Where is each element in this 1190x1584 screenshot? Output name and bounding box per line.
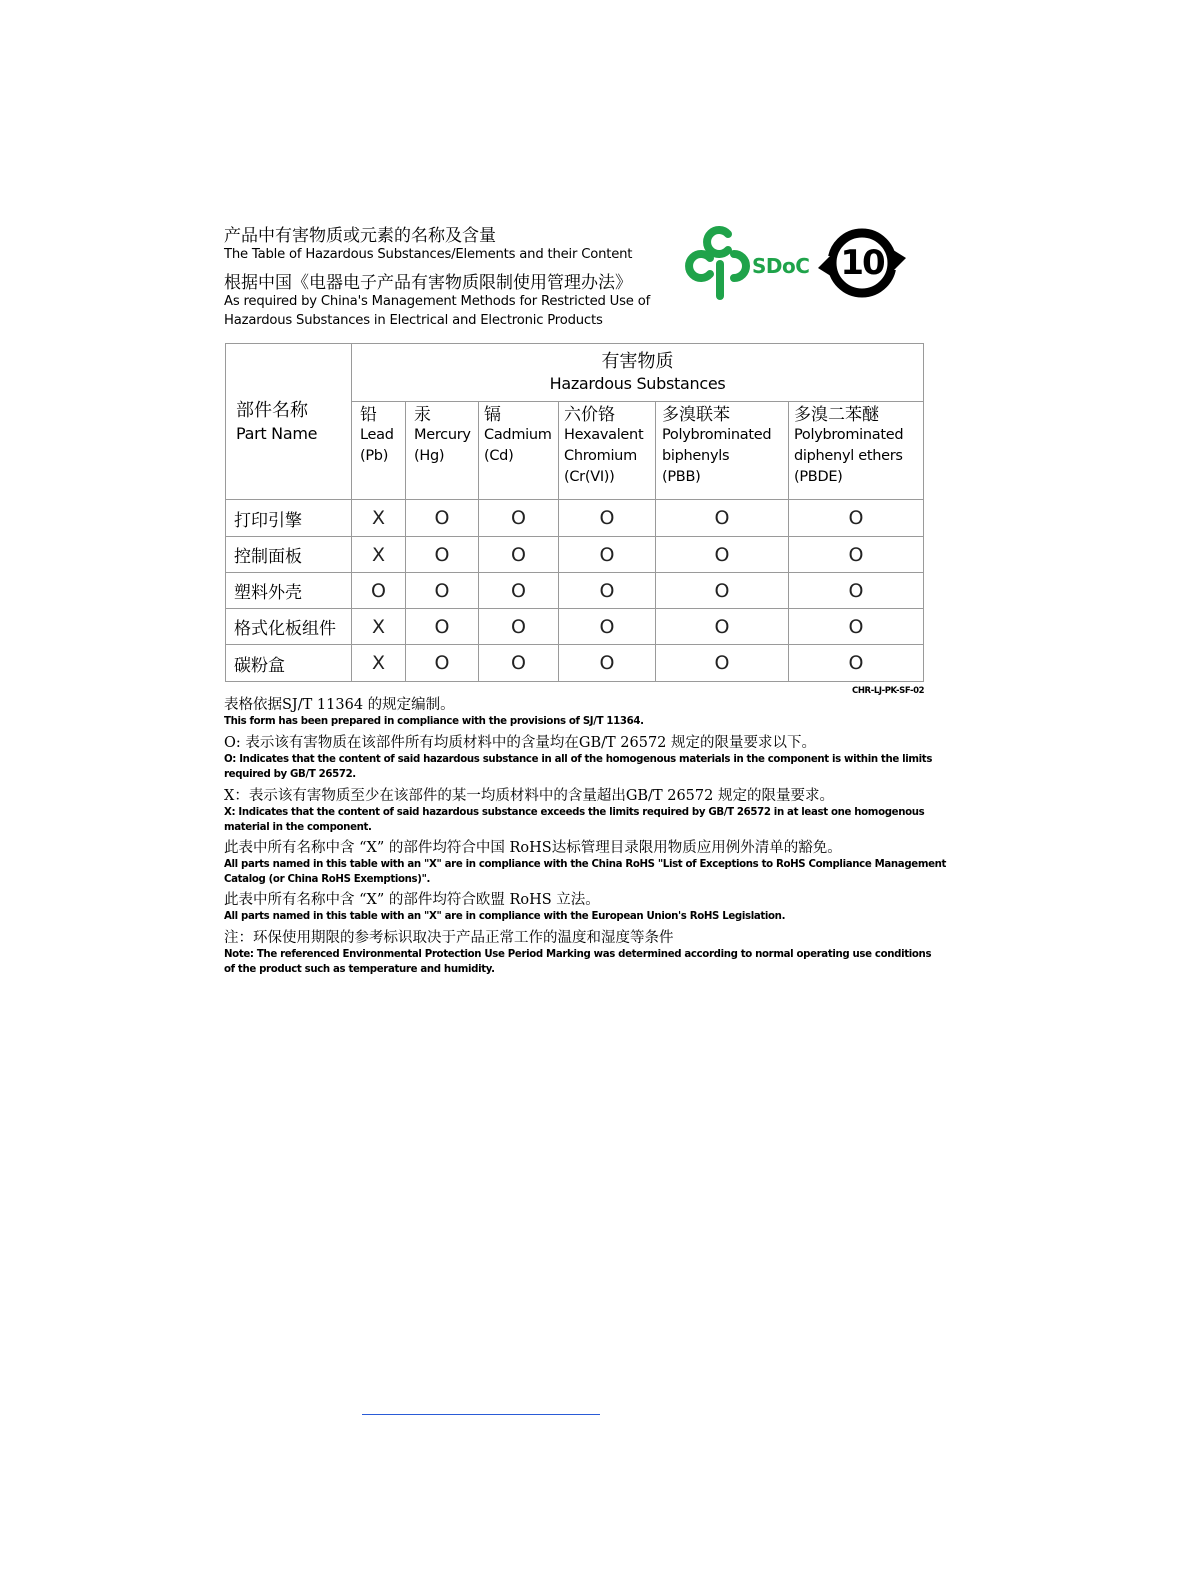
- part-name: 控制面板: [226, 537, 352, 573]
- substance-mark: O: [479, 537, 559, 573]
- title-cn: 产品中有害物质或元素的名称及含量: [224, 226, 496, 246]
- table-row: [226, 500, 924, 537]
- column-header-pbb: [656, 402, 789, 500]
- substance-mark: O: [406, 500, 479, 537]
- column-en: Cadmium: [484, 427, 552, 443]
- note-en: Catalog (or China RoHS Exemptions)".: [224, 874, 431, 885]
- column-header-lead: [352, 402, 406, 500]
- column-en: Chromium: [564, 448, 637, 464]
- note-cn: 此表中所有名称中含 “X” 的部件均符合欧盟 RoHS 立法。: [224, 892, 600, 908]
- substance-mark: X: [352, 500, 406, 537]
- note-en: This form has been prepared in compliance with the provisions of SJ/T 11364.: [224, 716, 644, 727]
- substance-mark: O: [406, 573, 479, 609]
- epup-logo: [816, 222, 908, 304]
- substance-mark: O: [479, 645, 559, 682]
- substance-mark: O: [656, 573, 789, 609]
- table-row: [226, 537, 924, 573]
- note-en: required by GB/T 26572.: [224, 769, 356, 780]
- substance-mark: X: [352, 645, 406, 682]
- column-en: (Pb): [360, 448, 389, 464]
- note-cn: 表格依据SJ/T 11364 的规定编制。: [224, 697, 455, 713]
- epup-number: 10: [840, 243, 884, 283]
- note-cn: 注：环保使用期限的参考标识取决于产品正常工作的温度和湿度等条件: [224, 930, 674, 946]
- title-en: The Table of Hazardous Substances/Elements and their Content: [224, 247, 633, 262]
- column-cn: 镉: [484, 405, 501, 425]
- column-en: biphenyls: [662, 448, 730, 464]
- requirement-cn: 根据中国《电器电子产品有害物质限制使用管理办法》: [224, 273, 632, 293]
- column-en: (Hg): [414, 448, 445, 464]
- sdoc-label: SDoC: [752, 254, 810, 278]
- green-clover-icon: [684, 224, 754, 304]
- substance-mark: O: [479, 573, 559, 609]
- column-en: Mercury: [414, 427, 471, 443]
- requirement-en-line2: Hazardous Substances in Electrical and Electronic Products: [224, 313, 603, 328]
- column-en: Lead: [360, 427, 394, 443]
- substance-mark: O: [656, 645, 789, 682]
- link-underline[interactable]: [362, 1414, 600, 1415]
- substance-mark: O: [559, 609, 656, 645]
- note-en: All parts named in this table with an "X" are in compliance with the China RoHS "List of Exceptions to RoHS Compliance Management: [224, 859, 947, 870]
- group-header-cn: 有害物质: [601, 351, 674, 372]
- substance-mark: O: [352, 573, 406, 609]
- column-cn: 多溴联苯: [662, 405, 730, 425]
- substance-mark: O: [406, 537, 479, 573]
- substance-mark: O: [479, 609, 559, 645]
- note-en: X: Indicates that the content of said hazardous substance exceeds the limits required by GB/T 26572 in at least one homogenous: [224, 807, 925, 818]
- column-en: diphenyl ethers: [794, 448, 903, 464]
- column-cn: 铅: [360, 405, 377, 425]
- table-row: [226, 573, 924, 609]
- note-en: All parts named in this table with an "X" are in compliance with the European Union's RoHS Legislation.: [224, 911, 786, 922]
- column-header-cadmium: [479, 402, 559, 500]
- note-cn: X：表示该有害物质至少在该部件的某一均质材料中的含量超出GB/T 26572 规定的限量要求。: [224, 788, 834, 804]
- substance-mark: O: [789, 537, 924, 573]
- part-name: 打印引擎: [226, 500, 352, 537]
- column-cn: 六价铬: [564, 405, 615, 425]
- column-en: Hexavalent: [564, 427, 644, 443]
- substance-mark: O: [656, 500, 789, 537]
- column-cn: 多溴二苯醚: [794, 405, 879, 425]
- column-header-pbde: [789, 402, 924, 500]
- part-name-header: [226, 344, 352, 500]
- substance-mark: O: [479, 500, 559, 537]
- column-header-hexavalent-chromium: [559, 402, 656, 500]
- column-header-mercury: [406, 402, 479, 500]
- column-en: (Cr(VI)): [564, 469, 615, 485]
- column-en: (PBB): [662, 469, 701, 485]
- substance-mark: O: [406, 609, 479, 645]
- table-row: [226, 609, 924, 645]
- column-en: Polybrominated: [794, 427, 904, 443]
- part-header-en: Part Name: [236, 423, 318, 443]
- substance-mark: O: [789, 573, 924, 609]
- substance-mark: O: [789, 500, 924, 537]
- part-name: 塑料外壳: [226, 573, 352, 609]
- substance-mark: X: [352, 609, 406, 645]
- note-en: Note: The referenced Environmental Protection Use Period Marking was determined according to normal operating use conditions: [224, 949, 932, 960]
- substance-mark: O: [789, 645, 924, 682]
- note-cn: 此表中所有名称中含 “X” 的部件均符合中国 RoHS达标管理目录限用物质应用例外清单的豁免。: [224, 840, 842, 856]
- substance-mark: O: [559, 645, 656, 682]
- note-en: of the product such as temperature and humidity.: [224, 964, 495, 975]
- part-name: 碳粉盒: [226, 645, 352, 682]
- substance-mark: O: [559, 500, 656, 537]
- substance-mark: O: [656, 537, 789, 573]
- ccc-sdoc-logo: [684, 224, 754, 304]
- note-en: material in the component.: [224, 822, 372, 833]
- table-row: [226, 645, 924, 682]
- substance-mark: O: [789, 609, 924, 645]
- column-cn: 汞: [414, 405, 431, 425]
- part-header-cn: 部件名称: [236, 399, 308, 421]
- note-en: O: Indicates that the content of said hazardous substance in all of the homogenous materials in the component is within the limits: [224, 754, 933, 765]
- substance-mark: O: [406, 645, 479, 682]
- group-header-en: Hazardous Substances: [549, 374, 726, 393]
- substance-mark: X: [352, 537, 406, 573]
- column-en: Polybrominated: [662, 427, 772, 443]
- substance-mark: O: [559, 537, 656, 573]
- form-code: CHR-LJ-PK-SF-02: [852, 686, 925, 696]
- column-en: (Cd): [484, 448, 514, 464]
- part-name: 格式化板组件: [226, 609, 352, 645]
- column-en: (PBDE): [794, 469, 843, 485]
- hazardous-substances-table: [225, 343, 924, 682]
- note-cn: O: 表示该有害物质在该部件所有均质材料中的含量均在GB/T 26572 规定的限量要求以下。: [224, 735, 817, 751]
- hazardous-group-header: [352, 344, 924, 402]
- substance-mark: O: [559, 573, 656, 609]
- substance-mark: O: [656, 609, 789, 645]
- requirement-en-line1: As required by China's Management Methods for Restricted Use of: [224, 294, 651, 309]
